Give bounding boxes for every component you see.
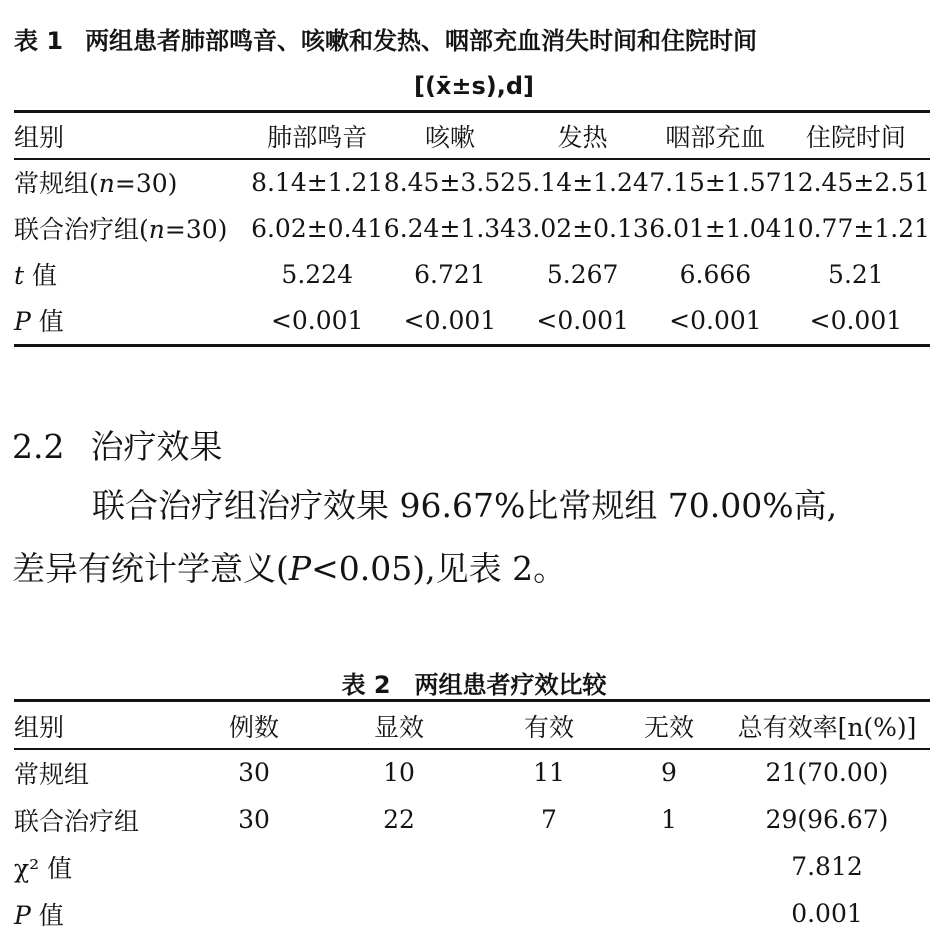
table2-header-cell: 有效 xyxy=(523,712,574,742)
table-cell: 12.45±2.51 xyxy=(781,167,930,197)
table1-bottom-rule xyxy=(14,344,930,347)
table-cell xyxy=(484,890,614,937)
table-cell xyxy=(614,890,724,937)
table-cell: 9 xyxy=(661,758,677,787)
row-label: χ² 值 xyxy=(14,853,73,883)
row-label-symbol: P xyxy=(14,307,31,336)
table-cell: 29(96.67) xyxy=(765,805,889,834)
table2-header-cell: 无效 xyxy=(643,712,694,742)
row-label-symbol: t xyxy=(14,261,25,290)
paragraph-symbol: P xyxy=(288,549,312,588)
table1-header-cell: 咳嗽 xyxy=(424,122,475,152)
table-cell: 6.02±0.41 xyxy=(251,213,384,243)
table-row xyxy=(14,890,930,937)
table-cell: 6.01±1.04 xyxy=(649,213,782,243)
row-label xyxy=(14,297,251,343)
table-cell: 0.001 xyxy=(791,899,863,928)
table2-header-cell: 显效 xyxy=(373,712,424,742)
table1-header-cell: 发热 xyxy=(557,122,608,152)
section-number: 2.2 xyxy=(12,427,65,466)
table-cell xyxy=(194,843,314,890)
row-label-symbol: P xyxy=(14,900,31,930)
table1-caption xyxy=(14,21,757,56)
table-row xyxy=(14,843,930,890)
table-cell: 5.224 xyxy=(281,259,353,289)
table2-caption-number: 表 2 xyxy=(341,671,391,699)
table-row xyxy=(14,297,930,343)
table-row xyxy=(14,159,930,205)
row-label xyxy=(14,205,251,251)
table-cell: 6.721 xyxy=(414,259,486,289)
table-cell: 3.02±0.13 xyxy=(516,213,649,243)
table2 xyxy=(14,702,930,937)
table-cell: 1 xyxy=(661,805,677,834)
table-cell: 11 xyxy=(533,758,565,787)
row-label xyxy=(14,890,194,937)
row-label xyxy=(14,159,251,205)
table1-header-cell: 组别 xyxy=(14,122,65,152)
table-row xyxy=(14,749,930,796)
row-label xyxy=(14,251,251,297)
section-title: 治疗效果 xyxy=(90,427,223,466)
table-cell xyxy=(194,890,314,937)
table-cell: 5.21 xyxy=(828,259,884,289)
table1-unit: [(x̄±s),d] xyxy=(413,72,535,100)
table-cell: 30 xyxy=(238,758,270,787)
table-cell: <0.001 xyxy=(536,305,629,335)
table-cell: 8.45±3.52 xyxy=(383,167,517,197)
paragraph-line: 联合治疗组治疗效果 96.67%比常规组 70.00%高, xyxy=(92,486,838,525)
row-label: 常规组 xyxy=(14,759,90,789)
table-cell: 6.666 xyxy=(679,259,752,289)
table-cell: <0.001 xyxy=(270,305,364,335)
table-cell: 10.77±1.21 xyxy=(781,213,930,243)
table2-header-cell: 组别 xyxy=(14,712,65,742)
table-cell: 21(70.00) xyxy=(765,758,889,787)
table-row xyxy=(14,251,930,297)
row-label-part: =30) xyxy=(114,169,178,198)
table-row xyxy=(14,796,930,843)
section-heading xyxy=(12,421,222,468)
table-cell: 5.14±1.24 xyxy=(516,167,649,197)
table-cell: 6.24±1.34 xyxy=(383,213,517,243)
table-cell: 7 xyxy=(541,805,557,834)
table-cell: 7.812 xyxy=(791,852,863,881)
table1-caption-number: 表 1 xyxy=(14,27,64,55)
table-cell: 30 xyxy=(238,805,270,834)
table-cell: 10 xyxy=(383,758,415,787)
row-label-symbol: n xyxy=(148,215,165,244)
table2-caption xyxy=(0,665,948,700)
table2-caption-text: 两组患者疗效比较 xyxy=(414,671,607,699)
paragraph-text: 差异有统计学意义( xyxy=(12,549,289,588)
table-row xyxy=(14,205,930,251)
table1-header-cell: 咽部充血 xyxy=(665,122,766,152)
table-cell xyxy=(314,890,484,937)
table-cell: 5.267 xyxy=(546,259,619,289)
table-cell xyxy=(314,843,484,890)
table2-header-cell: 例数 xyxy=(228,712,279,742)
table-cell xyxy=(614,843,724,890)
table1-header-row xyxy=(14,112,930,159)
paragraph-line xyxy=(12,543,566,590)
row-label-part: 值 xyxy=(30,307,64,336)
table-cell: 8.14±1.21 xyxy=(251,167,384,197)
table1-header-cell: 肺部鸣音 xyxy=(267,122,368,152)
table-cell: 7.15±1.57 xyxy=(649,167,782,197)
row-label-part: 值 xyxy=(30,900,64,930)
row-label-part: 值 xyxy=(24,261,57,290)
paragraph-text: <0.05),见表 2。 xyxy=(311,549,567,588)
table1-header-cell: 住院时间 xyxy=(805,122,906,152)
table1 xyxy=(14,112,930,343)
table-cell xyxy=(484,843,614,890)
row-label: 联合治疗组 xyxy=(14,806,140,836)
table-cell: <0.001 xyxy=(809,305,903,335)
row-label-symbol: n xyxy=(98,169,115,198)
table-cell: 22 xyxy=(383,805,415,834)
row-label-part: 常规组( xyxy=(14,169,99,198)
table2-header-cell: 总有效率[n(%)] xyxy=(737,712,917,742)
table2-header-row xyxy=(14,702,930,749)
row-label-part: 联合治疗组( xyxy=(14,215,149,244)
table-cell: <0.001 xyxy=(403,305,497,335)
table-cell: <0.001 xyxy=(669,305,762,335)
row-label-part: =30) xyxy=(164,215,228,244)
table1-caption-text: 两组患者肺部鸣音、咳嗽和发热、咽部充血消失时间和住院时间 xyxy=(85,27,758,55)
